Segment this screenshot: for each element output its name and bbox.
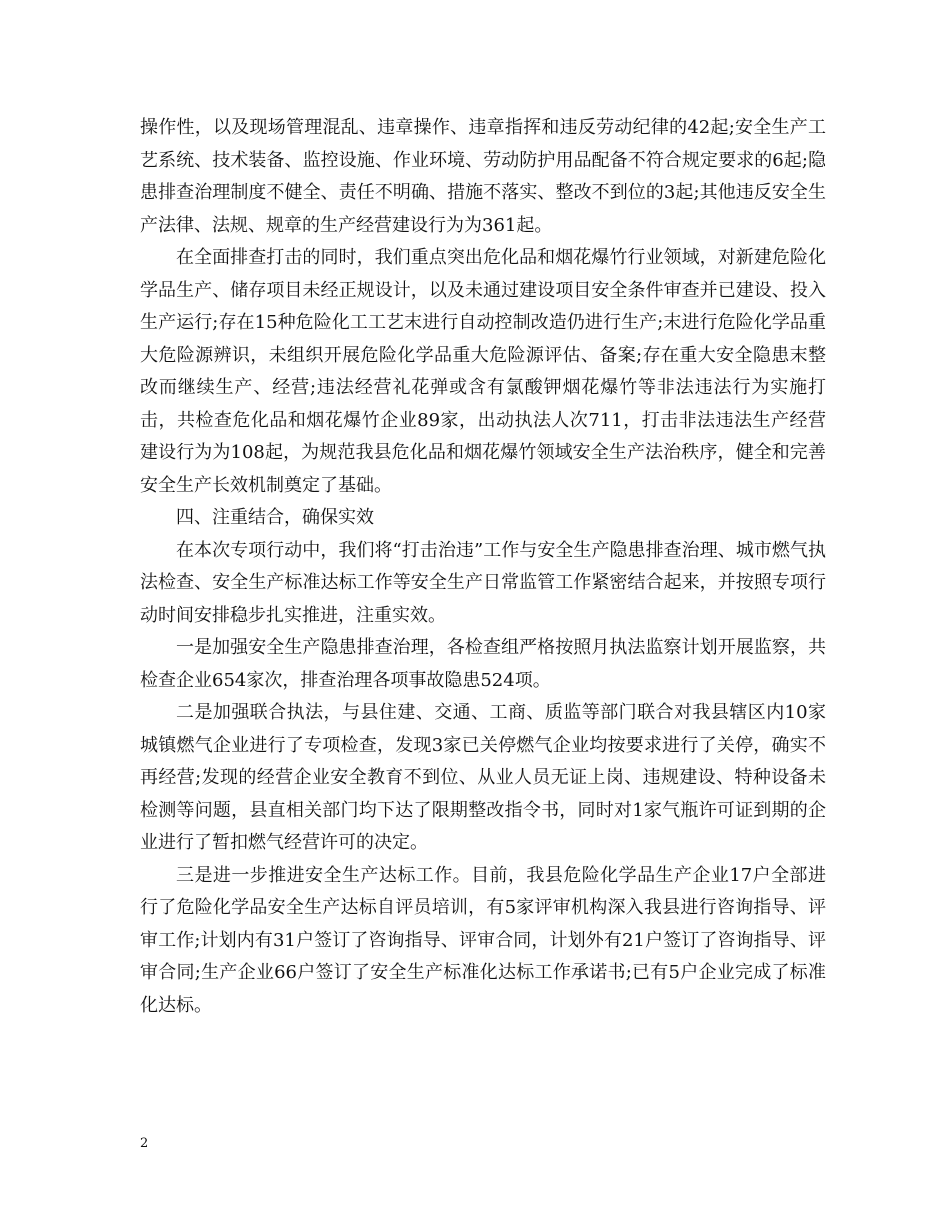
- paragraph-4: 一是加强安全生产隐患排查治理，各检查组严格按照月执法监察计划开展监察，共检查企业654家次，排查治理各项事故隐患524项。: [140, 637, 826, 691]
- page-number: 2: [140, 1136, 149, 1151]
- paragraph-5: 二是加强联合执法，与县住建、交通、工商、质监等部门联合对我县辖区内10家城镇燃气企业进行了专项检查，发现3家已关停燃气企业均按要求进行了关停，确实不再经营;发现的经营企业安全教育不到位、从业人员无证上岗、违规建设、特种设备未检测等问题，县直相关部门均下达了限期整改指令书，同时对1家气瓶许可证到期的企业进行了暂扣燃气经营许可的决定。: [140, 702, 826, 853]
- paragraph-6: 三是进一步推进安全生产达标工作。目前，我县危险化学品生产企业17户全部进行了危险化学品安全生产达标自评员培训，有5家评审机构深入我县进行咨询指导、评审工作;计划内有31户签订了咨询指导、评审合同，计划外有21户签订了咨询指导、评审合同;生产企业66户签订了安全生产标准化达标工作承诺书;已有5户企业完成了标准化达标。: [140, 864, 826, 1016]
- paragraph-3: 在本次专项行动中，我们将“打击治违”工作与安全生产隐患排查治理、城市燃气执法检查、安全生产标准达标工作等安全生产日常监管工作紧密结合起来，并按照专项行动时间安排稳步扎实推进，注重实效。: [140, 539, 826, 626]
- document-body: [140, 112, 826, 1022]
- section-heading: 四、注重结合，确保实效: [176, 507, 374, 528]
- paragraph-2: 在全面排查打击的同时，我们重点突出危化品和烟花爆竹行业领域，对新建危险化学品生产、储存项目未经正规设计，以及未通过建设项目安全条件审查并已建设、投入生产运行;存在15种危险化工工艺末进行自动控制改造仍进行生产;末进行危险化学品重大危险源辨识，未组织开展危险化学品重大危险源评估、备案;存在重大安全隐患末整改而继续生产、经营;违法经营礼花弹或含有氯酸钾烟花爆竹等非法违法行为实施打击，共检查危化品和烟花爆竹企业89家，出动执法人次711，打击非法违法生产经营建设行为为108起，为规范我县危化品和烟花爆竹领域安全生产法治秩序，健全和完善安全生产长效机制奠定了基础。: [140, 247, 826, 496]
- paragraph-1: 操作性，以及现场管理混乱、违章操作、违章指挥和违反劳动纪律的42起;安全生产工艺系统、技术装备、监控设施、作业环境、劳动防护用品配备不符合规定要求的6起;隐患排查治理制度不健全、责任不明确、措施不落实、整改不到位的3起;其他违反安全生产法律、法规、规章的生产经营建设行为为361起。: [140, 117, 826, 236]
